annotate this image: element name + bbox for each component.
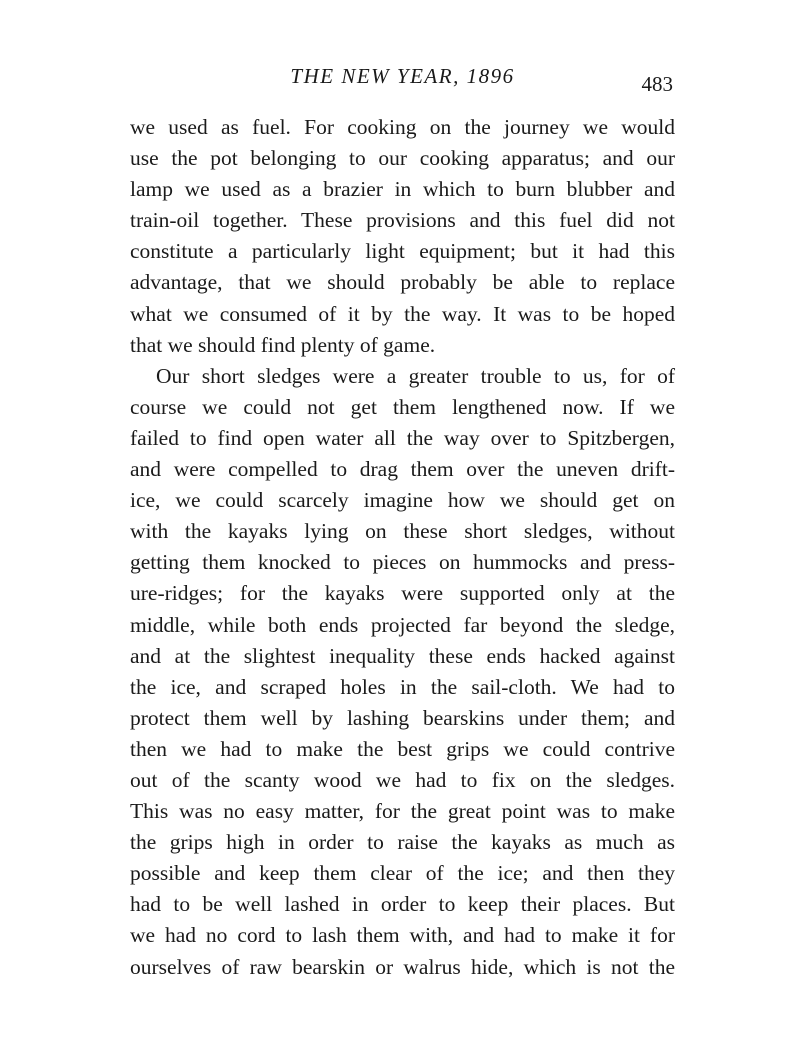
text-line: what we consumed of it by the way. It was to be hoped xyxy=(130,301,675,326)
text-line: we had no cord to lash them with, and had to make it for xyxy=(130,923,675,948)
text-line: failed to find open water all the way over to Spitzbergen, xyxy=(130,425,675,450)
text-line: ure-ridges; for the kayaks were supported only at the xyxy=(130,581,675,606)
text-line: had to be well lashed in order to keep their places. But xyxy=(130,892,675,917)
body-text xyxy=(130,112,675,983)
text-line: ourselves of raw bearskin or walrus hide, which is not the xyxy=(130,954,675,979)
text-line: the ice, and scraped holes in the sail-cloth. We had to xyxy=(130,674,675,699)
text-line: train-oil together. These provisions and this fuel did not xyxy=(130,208,675,233)
text-line: use the pot belonging to our cooking apparatus; and our xyxy=(130,146,675,171)
text-line: advantage, that we should probably be able to replace xyxy=(130,270,675,295)
text-line: constitute a particularly light equipment; but it had this xyxy=(130,239,675,264)
text-line: middle, while both ends projected far beyond the sledge, xyxy=(130,612,675,637)
text-line: possible and keep them clear of the ice; and then they xyxy=(130,861,675,886)
text-line: we used as fuel. For cooking on the journey we would xyxy=(130,115,675,139)
page-header xyxy=(130,62,675,96)
running-head: THE NEW YEAR, 1896 xyxy=(290,64,515,88)
text-line: ice, we could scarcely imagine how we should get on xyxy=(130,488,675,513)
text-line: getting them knocked to pieces on hummocks and press- xyxy=(130,550,675,575)
text-line: then we had to make the best grips we could contrive xyxy=(130,736,675,761)
page-number: 483 xyxy=(641,72,673,96)
paragraph-start-line: Our short sledges were a greater trouble to us, for of xyxy=(156,363,675,388)
text-line: and were compelled to drag them over the uneven drift- xyxy=(130,457,675,482)
text-line: out of the scanty wood we had to fix on the sledges. xyxy=(130,767,675,792)
text-line: This was no easy matter, for the great point was to make xyxy=(130,799,675,824)
text-line: with the kayaks lying on these short sledges, without xyxy=(130,519,675,544)
text-line: protect them well by lashing bearskins under them; and xyxy=(130,705,675,730)
text-line: course we could not get them lengthened now. If we xyxy=(130,394,675,419)
text-line: and at the slightest inequality these ends hacked against xyxy=(130,643,675,668)
text-line: that we should find plenty of game. xyxy=(130,332,436,357)
text-line: lamp we used as a brazier in which to burn blubber and xyxy=(130,177,675,202)
text-line: the grips high in order to raise the kayaks as much as xyxy=(130,830,675,855)
